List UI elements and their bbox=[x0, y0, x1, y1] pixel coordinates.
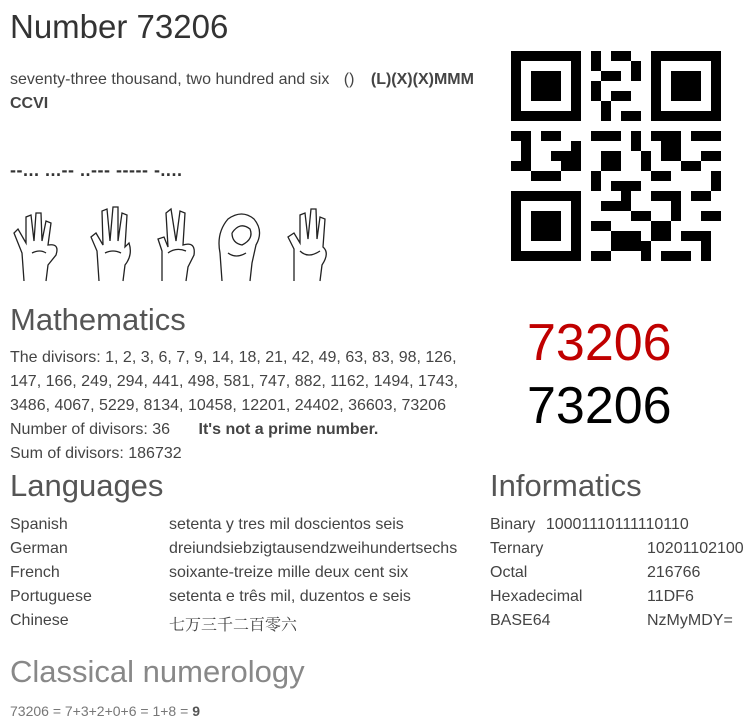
informatics-value: NzMyMDY= bbox=[647, 612, 733, 629]
sum-of-divisors: Sum of divisors: 186732 bbox=[10, 445, 182, 462]
language-value: soixante-treize mille deux cent six bbox=[169, 564, 409, 581]
numerology-heading: Classical numerology bbox=[10, 654, 305, 689]
divisors-block bbox=[10, 346, 480, 466]
roman-numeral-continued: CCVI bbox=[10, 95, 49, 112]
informatics-value: 10201102100 bbox=[647, 540, 744, 557]
hand-seven-icon bbox=[10, 203, 64, 283]
hand-two-icon bbox=[150, 203, 204, 283]
number-of-divisors: Number of divisors: 36 bbox=[10, 421, 171, 438]
informatics-heading: Informatics bbox=[490, 468, 642, 503]
hand-three-icon bbox=[85, 203, 139, 283]
informatics-label: Octal bbox=[490, 564, 528, 581]
language-label: Spanish bbox=[10, 516, 68, 533]
languages-heading: Languages bbox=[10, 468, 164, 503]
informatics-label: Ternary bbox=[490, 540, 544, 557]
morse-code: --... ...-- ..--- ----- -.... bbox=[10, 160, 183, 180]
language-value: dreiundsiebzigtausendzweihundertsechs bbox=[169, 540, 458, 557]
numerology-result: 9 bbox=[192, 703, 200, 719]
informatics-binary bbox=[490, 516, 689, 534]
number-in-words: seventy-three thousand, two hundred and six bbox=[10, 71, 330, 88]
informatics-label: Hexadecimal bbox=[490, 588, 583, 605]
big-number-red: 73206 bbox=[527, 314, 672, 372]
prime-status: It's not a prime number. bbox=[198, 421, 379, 438]
language-label: German bbox=[10, 540, 68, 557]
number-in-words-block bbox=[10, 68, 480, 116]
numerology-formula: 73206 = 7+3+2+0+6 = 1+8 = bbox=[10, 703, 193, 719]
language-label: Chinese bbox=[10, 612, 69, 629]
divisors-count-line bbox=[10, 418, 480, 442]
language-value: 七万三千二百零六 bbox=[169, 617, 298, 634]
informatics-value: 11DF6 bbox=[647, 588, 694, 605]
qr-code-icon bbox=[511, 51, 721, 261]
divisors-line: The divisors: 1, 2, 3, 6, 7, 9, 14, 18, 21, 42, 49, 63, 83, 98, 126, bbox=[10, 349, 457, 366]
mathematics-heading: Mathematics bbox=[10, 302, 186, 337]
language-value: setenta e três mil, duzentos e seis bbox=[169, 588, 411, 605]
language-value: setenta y tres mil doscientos seis bbox=[169, 516, 404, 533]
parens: () bbox=[343, 71, 355, 88]
informatics-label: Binary bbox=[490, 516, 536, 533]
language-label: Portuguese bbox=[10, 588, 92, 605]
informatics-label: BASE64 bbox=[490, 612, 551, 629]
language-label: French bbox=[10, 564, 60, 581]
divisors-line: 3486, 4067, 5229, 8134, 10458, 12201, 24402, 36603, 73206 bbox=[10, 397, 446, 414]
hand-six-icon bbox=[282, 203, 336, 283]
hand-zero-icon bbox=[212, 203, 266, 283]
roman-numeral: (L)(X)(X)MMM bbox=[370, 71, 474, 88]
big-number-black: 73206 bbox=[527, 377, 672, 435]
numerology-formula-line bbox=[10, 703, 200, 719]
page-title: Number 73206 bbox=[10, 8, 229, 45]
informatics-value: 10001110111110110 bbox=[545, 516, 689, 533]
informatics-value: 216766 bbox=[647, 564, 701, 581]
divisors-line: 147, 166, 249, 294, 441, 498, 581, 747, 882, 1162, 1494, 1743, bbox=[10, 373, 459, 390]
